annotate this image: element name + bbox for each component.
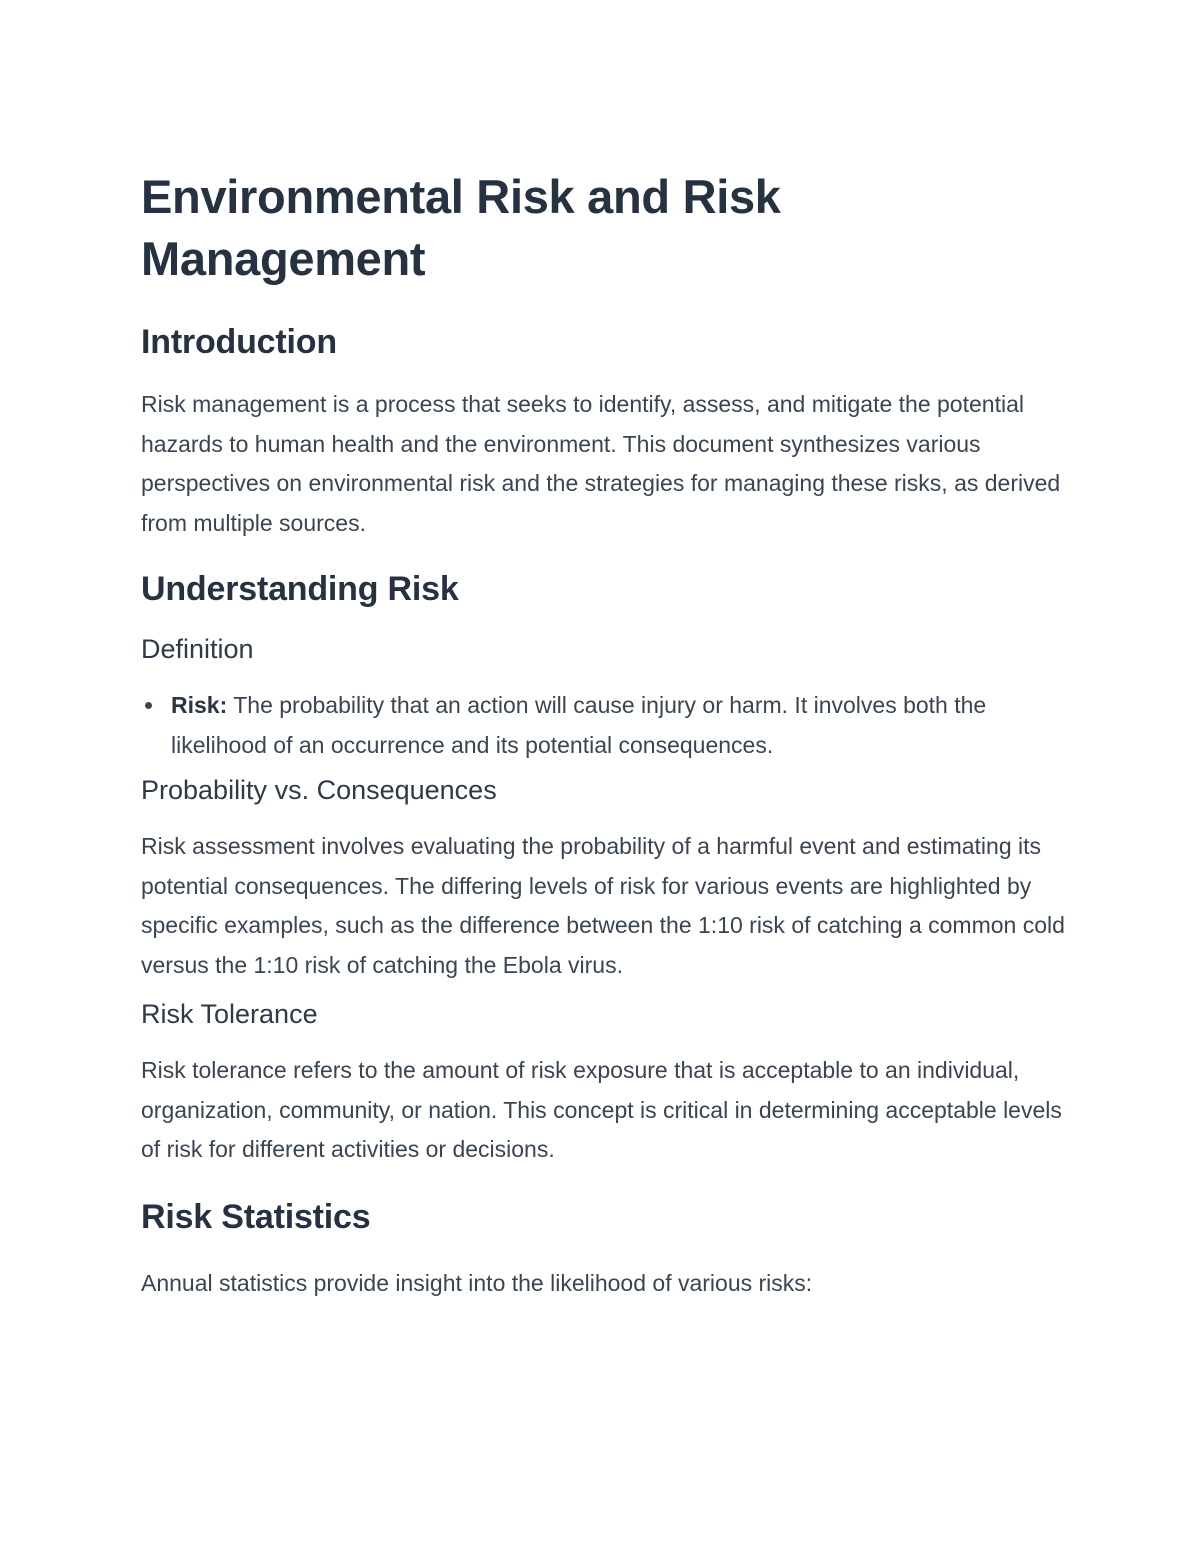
subsection-definition [141,632,1071,765]
list-item [141,686,1071,765]
probability-vs-consequences-paragraph: Risk assessment involves evaluating the probability of a harmful event and estimating its potential consequences. The differing levels of risk for various events are highlighted by specific examples, such as the difference between the 1:10 risk of catching a common cold versus the 1:10 risk of catching the Ebola virus. [141,833,1065,978]
definition-list [141,686,1071,765]
document-title: Environmental Risk and Risk Management [141,170,781,285]
section-understanding-risk [141,568,1071,1170]
section-introduction [141,321,1071,543]
probability-vs-consequences-heading: Probability vs. Consequences [141,775,497,805]
understanding-risk-heading: Understanding Risk [141,570,459,608]
risk-statistics-paragraph: Annual statistics provide insight into the likelihood of various risks: [141,1269,813,1296]
subsection-probability-vs-consequences [141,773,1071,985]
introduction-paragraph: Risk management is a process that seeks to identify, assess, and mitigate the potential hazards to human health and the environment. This document synthesizes various perspectives on environmental risk and the strategies for managing these risks, as derived from multiple sources. [141,391,1061,536]
introduction-heading: Introduction [141,323,337,361]
definition-term: Risk: [171,692,228,718]
subsection-risk-tolerance [141,997,1071,1170]
risk-statistics-heading: Risk Statistics [141,1197,371,1236]
definition-heading: Definition [141,634,254,664]
definition-text: The probability that an action will cause injury or harm. It involves both the likelihood of an occurrence and its potential consequences. [171,692,987,758]
document-page [141,166,1071,1303]
risk-tolerance-paragraph: Risk tolerance refers to the amount of risk exposure that is acceptable to an individual, organization, community, or nation. This concept is critical in determining acceptable levels of risk for different activities or decisions. [141,1057,1062,1162]
bullet-icon [145,702,152,709]
risk-tolerance-heading: Risk Tolerance [141,999,318,1029]
section-risk-statistics [141,1196,1071,1304]
